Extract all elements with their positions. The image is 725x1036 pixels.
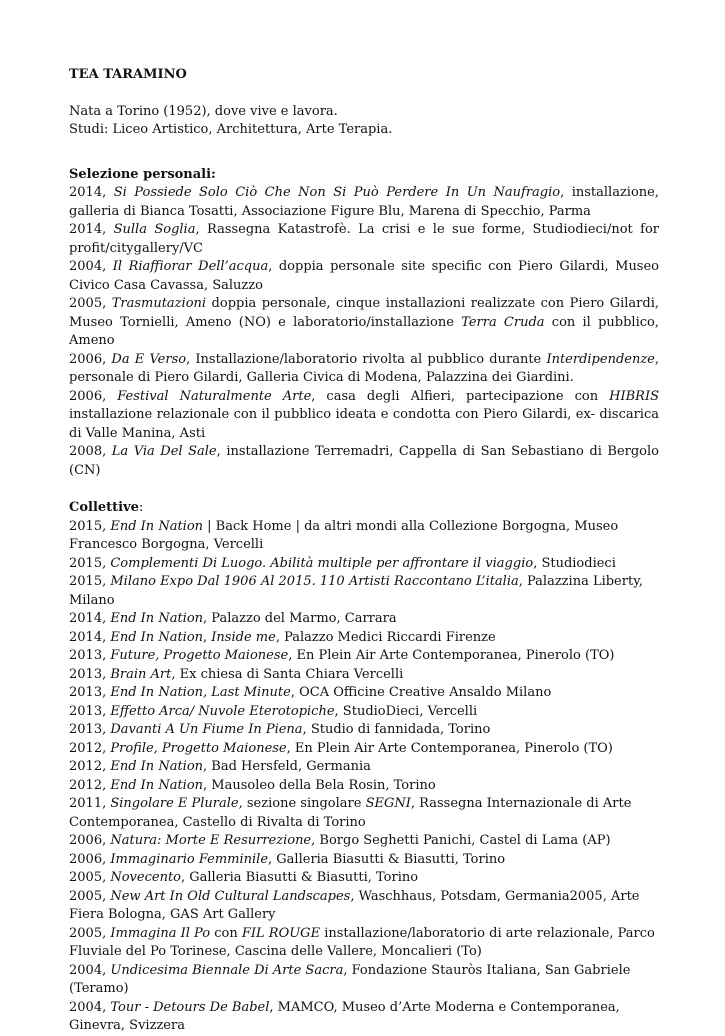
entry-text: 2015,	[69, 518, 111, 534]
exhibition-entry	[69, 258, 659, 295]
entry-text: , En Plein Air Arte Contemporanea, Pinerolo (TO)	[286, 740, 613, 756]
exhibition-entry	[69, 555, 659, 574]
entry-text: 2005,	[69, 888, 111, 904]
exhibition-entry	[69, 851, 659, 870]
exhibition-title: Complementi Di Luogo. Abilità multiple per affrontare il viaggio	[110, 555, 534, 571]
entry-text: 2013,	[69, 703, 111, 719]
entry-text: , Galleria Biasutti & Biasutti, Torino	[181, 870, 419, 885]
exhibition-entry	[69, 721, 659, 740]
exhibition-title: Future, Progetto Maionese	[110, 648, 289, 663]
entry-text: 2014,	[69, 629, 111, 645]
entry-text: , Studio di fannidada, Torino	[302, 722, 491, 737]
exhibition-entry	[69, 888, 659, 925]
exhibition-title: End In Nation	[110, 629, 204, 645]
entry-text: 2014,	[69, 611, 111, 626]
entry-text: 2015,	[69, 555, 111, 571]
entry-text: 2008,	[69, 444, 112, 459]
exhibition-title: Festival Naturalmente Arte	[117, 388, 312, 404]
exhibition-entry	[69, 999, 659, 1036]
exhibition-title: Davanti A Un Fiume In Piena	[110, 722, 303, 737]
collettive-section	[69, 499, 659, 1036]
cv-content	[69, 66, 659, 1036]
entry-text: con il pubblico, Ameno	[69, 314, 659, 348]
exhibition-entry	[69, 869, 659, 888]
personali-section	[69, 166, 659, 481]
entry-text: , MAMCO, Museo d’Arte Moderna e Contemporanea, Ginevra, Svizzera	[69, 999, 620, 1033]
entry-text: , installazione, galleria di Bianca Tosatti, Associazione Figure Blu, Marena di Specchio, Parma	[69, 185, 659, 219]
entry-text: 2006,	[69, 851, 111, 867]
entry-text: 2014,	[69, 185, 114, 200]
exhibition-title: Novecento	[110, 870, 181, 885]
entry-text: , installazione Terremadri, Cappella di San Sebastiano di Bergolo (CN)	[69, 444, 659, 478]
entry-text: 2014,	[69, 222, 114, 237]
entry-text: 2012,	[69, 777, 111, 793]
entry-text: 2006,	[69, 833, 111, 848]
entry-text: 2005,	[69, 296, 112, 311]
entry-text: , Studiodieci	[533, 555, 616, 571]
exhibition-title: End In Nation	[110, 759, 204, 774]
exhibition-entry	[69, 443, 659, 480]
exhibition-entry	[69, 777, 659, 796]
exhibition-entry	[69, 925, 659, 962]
exhibition-title: End In Nation	[110, 518, 204, 534]
exhibition-title: HIBRIS	[609, 388, 660, 404]
personali-heading: Selezione personali:	[69, 166, 216, 182]
exhibition-title: Undicesima Biennale Di Arte Sacra	[110, 962, 344, 978]
exhibition-entry	[69, 221, 659, 258]
exhibition-entry	[69, 518, 659, 555]
artist-name: TEA TARAMINO	[69, 67, 187, 82]
entry-text: installazione/laboratorio di arte relazionale, Parco Fluviale del Po Torinese, Cascina delle Vallere, Moncalieri (To)	[69, 925, 655, 959]
exhibition-entry	[69, 610, 659, 629]
entry-text: 2006,	[69, 388, 118, 404]
exhibition-title: Brain Art	[110, 666, 172, 682]
bio-line-birth: Nata a Torino (1952), dove vive e lavora.	[69, 103, 338, 119]
exhibition-entry	[69, 573, 659, 610]
exhibition-title: End In Nation	[110, 777, 204, 793]
collettive-heading-colon: :	[138, 500, 144, 515]
exhibition-entry	[69, 666, 659, 685]
exhibition-title: Immaginario Femminile	[110, 851, 269, 867]
entry-text: 2013,	[69, 648, 111, 663]
entry-text: 2004,	[69, 999, 111, 1015]
exhibition-entry	[69, 962, 659, 999]
entry-text: installazione relazionale con il pubblico ideata e condotta con Piero Gilardi, ex- discarica di Valle Manina, Asti	[69, 407, 659, 441]
exhibition-entry	[69, 647, 659, 666]
entry-text: , StudioDieci, Vercelli	[334, 703, 478, 719]
entry-text: , Palazzo del Marmo, Carrara	[203, 611, 397, 626]
entry-text: , Waschhaus, Potsdam, Germania2005, Arte Fiera Bologna, GAS Art Gallery	[69, 888, 640, 922]
entry-text: , personale di Piero Gilardi, Galleria Civica di Modena, Palazzina dei Giardini.	[69, 351, 660, 385]
exhibition-title: Tour - Detours De Babel	[110, 999, 270, 1015]
exhibition-title: Il Riaffiorar Dell’acqua	[112, 259, 269, 274]
entry-text: , Mausoleo della Bela Rosin, Torino	[203, 777, 436, 793]
entry-text: , Ex chiesa di Santa Chiara Vercelli	[171, 666, 404, 682]
entry-text: 2011,	[69, 796, 111, 811]
collettive-heading-line	[69, 499, 659, 518]
exhibition-entry	[69, 758, 659, 777]
entry-text: , Galleria Biasutti & Biasutti, Torino	[268, 851, 506, 867]
exhibition-title: Effetto Arca/ Nuvole Eterotopiche	[110, 703, 335, 719]
entry-text: 2004,	[69, 962, 111, 978]
exhibition-title: Milano Expo Dal 1906 Al 2015. 110 Artisti Raccontano L’italia	[110, 574, 519, 589]
exhibition-entry	[69, 629, 659, 648]
exhibition-title: Interdipendenze	[546, 351, 655, 367]
exhibition-title: Si Possiede Solo Ciò Che Non Si Può Perdere In Un Naufragio	[113, 185, 561, 200]
exhibition-title: FIL ROUGE	[241, 925, 321, 941]
exhibition-title: End In Nation, Last Minute	[110, 685, 291, 700]
bio-line-studies: Studi: Liceo Artistico, Architettura, Arte Terapia.	[69, 122, 393, 137]
exhibition-title: SEGNI	[365, 796, 411, 811]
entry-text: con	[210, 925, 242, 941]
entry-text: , casa degli Alfieri, partecipazione con	[311, 388, 610, 404]
exhibition-title: Profile, Progetto Maionese	[110, 740, 287, 756]
exhibition-title: Trasmutazioni	[111, 296, 207, 311]
collettive-list	[69, 518, 659, 1036]
exhibition-entry	[69, 388, 659, 444]
personali-list	[69, 184, 659, 480]
entry-text: , Installazione/laboratorio rivolta al pubblico durante	[186, 351, 547, 367]
entry-text: , Fondazione Stauròs Italiana, San Gabriele (Teramo)	[69, 962, 631, 996]
entry-text: , Rassegna Internazionale di Arte Contemporanea, Castello di Rivalta di Torino	[69, 796, 632, 830]
collettive-heading: Collettive	[69, 500, 139, 515]
exhibition-entry	[69, 684, 659, 703]
exhibition-title: Singolare E Plurale	[110, 796, 239, 811]
entry-text: 2015,	[69, 574, 111, 589]
exhibition-title: Inside me	[211, 629, 276, 645]
entry-text: 2013,	[69, 685, 111, 700]
exhibition-entry	[69, 703, 659, 722]
exhibition-entry	[69, 184, 659, 221]
entry-text: 2013,	[69, 666, 111, 682]
entry-text: , En Plein Air Arte Contemporanea, Pinerolo (TO)	[288, 648, 615, 663]
exhibition-entry	[69, 295, 659, 351]
entry-text: | Back Home | da altri mondi alla Collezione Borgogna, Museo Francesco Borgogna, Vercelli	[69, 518, 619, 552]
entry-text: , Palazzina Liberty, Milano	[69, 574, 643, 608]
entry-text: ,	[203, 629, 212, 645]
entry-text: 2004,	[69, 259, 113, 274]
entry-text: doppia personale, cinque installazioni realizzate con Piero Gilardi, Museo Tornielli, Ameno (NO) e laboratorio/installazione	[69, 296, 659, 330]
entry-text: , doppia personale site specific con Piero Gilardi, Museo Civico Casa Cavassa, Saluzzo	[69, 259, 660, 293]
entry-text: , sezione singolare	[238, 796, 366, 811]
exhibition-title: Immagina Il Po	[110, 925, 211, 941]
entry-text: 2005,	[69, 925, 111, 941]
exhibition-title: La Via Del Sale	[111, 444, 217, 459]
exhibition-title: Natura: Morte E Resurrezione	[110, 833, 312, 848]
entry-text: , Bad Hersfeld, Germania	[203, 759, 371, 774]
exhibition-title: New Art In Old Cultural Landscapes	[110, 888, 351, 904]
exhibition-entry	[69, 740, 659, 759]
exhibition-title: End In Nation	[110, 611, 204, 626]
entry-text: , Palazzo Medici Riccardi Firenze	[275, 629, 496, 645]
exhibition-entry	[69, 832, 659, 851]
exhibition-title: Sulla Soglia	[113, 222, 196, 237]
entry-text: 2006,	[69, 351, 112, 367]
entry-text: , OCA Officine Creative Ansaldo Milano	[290, 685, 552, 700]
exhibition-title: Da E Verso	[111, 351, 187, 367]
entry-text: , Borgo Seghetti Panichi, Castel di Lama (AP)	[311, 833, 611, 848]
exhibition-title: Terra Cruda	[461, 314, 545, 330]
exhibition-entry	[69, 795, 659, 832]
entry-text: , Rassegna Katastrofè. La crisi e le sue forme, Studiodieci/not for profit/citygallery/VC	[69, 222, 659, 256]
entry-text: 2013,	[69, 722, 111, 737]
exhibition-entry	[69, 351, 659, 388]
entry-text: 2012,	[69, 759, 111, 774]
entry-text: 2005,	[69, 870, 111, 885]
entry-text: 2012,	[69, 740, 111, 756]
